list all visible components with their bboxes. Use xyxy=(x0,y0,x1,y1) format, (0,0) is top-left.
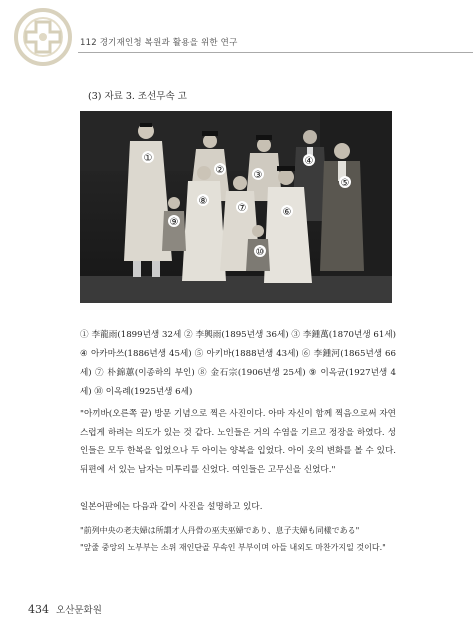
publisher-name: 오산문화원 xyxy=(56,605,102,616)
historical-photograph xyxy=(80,111,392,303)
photo-marker-3 xyxy=(252,168,264,181)
svg-text:⑦: ⑦ xyxy=(237,203,247,214)
photo-marker-4 xyxy=(303,154,315,167)
description-quote: "아끼바(오른쪽 끝) 방문 기념으로 찍은 사진이다. 아마 자신이 함께 찍음으로써 자연스럽게 하려는 의도가 있는 것 같다. 노인들은 거의 수염을 기르고 정장을 하였다. 성인들은 모두 한복을 입었으나 두 아이는 양복을 입었다. 아이 옷의 변화를 볼 수 있다. 뒤편에 서 있는 남자는 미투리를 신었다. 여인들은 고무신을 신었다." xyxy=(80,409,396,475)
korean-translation-quote: "앞줄 중앙의 노부부는 소위 재인단골 무속인 부부이며 아들 내외도 마찬가지일 것이다." xyxy=(80,543,386,552)
photo-marker-9 xyxy=(168,215,180,228)
svg-text:⑧: ⑧ xyxy=(198,196,208,207)
svg-text:⑤: ⑤ xyxy=(340,178,350,189)
header-divider xyxy=(78,52,473,53)
svg-text:⑩: ⑩ xyxy=(255,247,265,258)
photo-marker-5 xyxy=(339,176,351,189)
japanese-quote: "前列中央の老夫婦は所謂才人丹骨の巫夫巫婦であり、息子夫婦も同樣である" xyxy=(80,526,360,535)
page-footer xyxy=(28,602,102,616)
photo-marker-10 xyxy=(254,245,266,258)
photo-marker-6 xyxy=(281,205,293,218)
body-paragraph: 일본어판에는 다음과 같이 사진을 설명하고 있다. xyxy=(80,502,263,512)
japanese-quote-block xyxy=(80,522,396,556)
photo-marker-2 xyxy=(214,163,226,176)
person-figure-5 xyxy=(320,143,364,271)
svg-text:①: ① xyxy=(143,153,153,164)
figure-title: (3) 자료 3. 조선무속 고 xyxy=(88,91,187,102)
svg-text:③: ③ xyxy=(253,170,263,181)
photo-marker-7 xyxy=(236,201,248,214)
decorative-ornament-icon xyxy=(14,8,72,66)
svg-text:④: ④ xyxy=(304,156,314,167)
photo-marker-8 xyxy=(197,194,209,207)
running-header: 112 경기재인청 복원과 활용을 위한 연구 xyxy=(80,38,238,48)
svg-text:⑨: ⑨ xyxy=(169,217,179,228)
person-figure-6 xyxy=(182,166,226,281)
svg-text:⑥: ⑥ xyxy=(282,207,292,218)
photo-marker-1 xyxy=(142,151,154,164)
svg-text:②: ② xyxy=(215,165,225,176)
page-number: 434 xyxy=(28,603,49,616)
photo-caption: ① 李龍雨(1899년생 32세 ② 李興雨(1895년생 36세) ③ 李鍾萬(1870년생 61세) ④ 아카마쓰(1886년생 45세) ⑤ 아키바(1888년생 43세) ⑥ 李鍾河(1865년생 66세) ⑦ 朴錦蕙(이종하의 부인) ⑧ 金石宗(1906년생 25세) ⑨ 이옥균(1927년생 4세) ⑩ 이옥례(1925년생 6세) xyxy=(80,330,396,397)
